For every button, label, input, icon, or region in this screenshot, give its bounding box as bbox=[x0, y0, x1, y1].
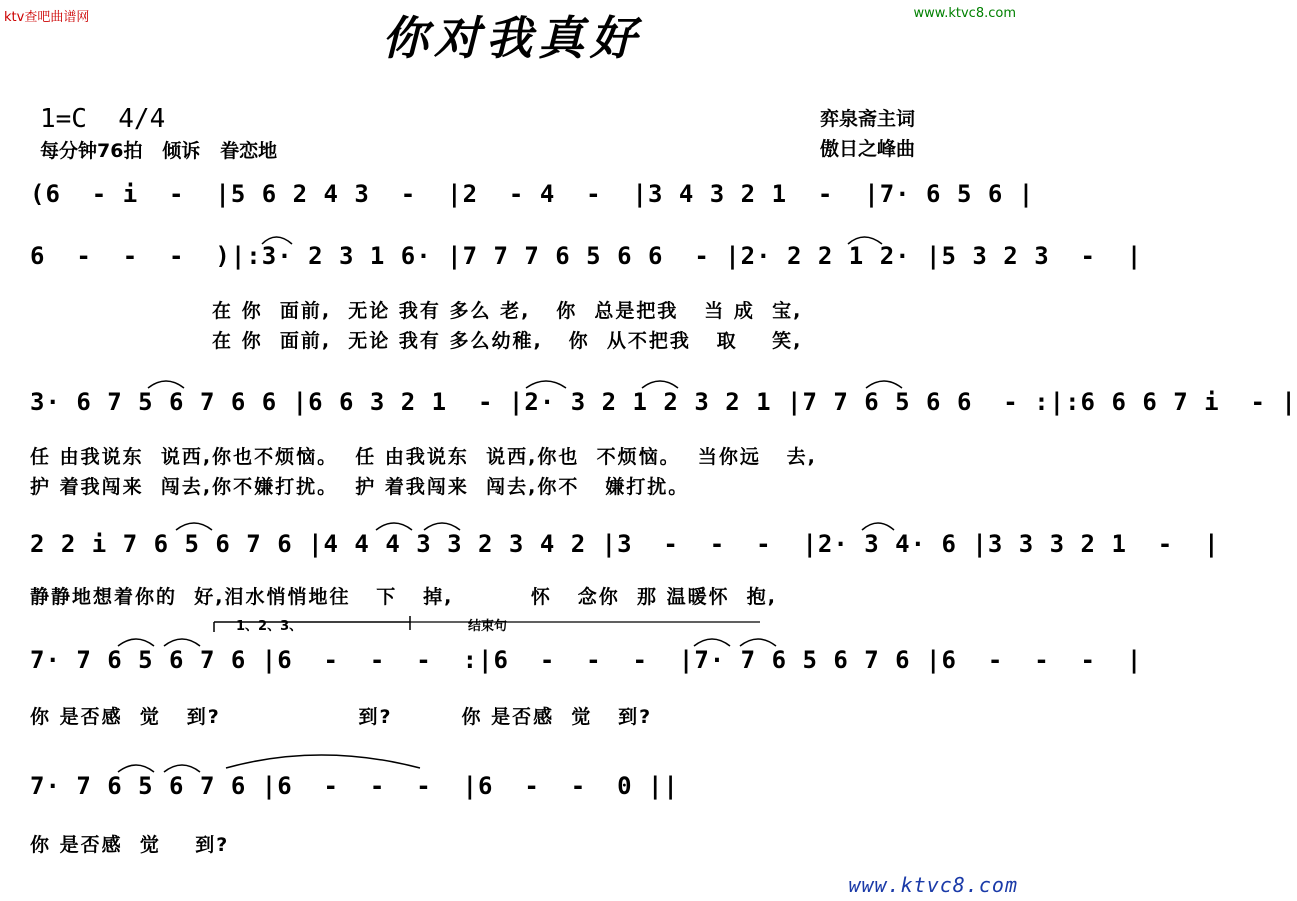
slur bbox=[642, 381, 678, 388]
site-name-left: ktv查吧曲谱网 bbox=[4, 10, 90, 25]
song-title: 你对我真好 bbox=[382, 11, 642, 65]
lyric-line-5: 你 是否感 觉 到? bbox=[30, 834, 230, 856]
score-line-5: 7· 7 6 5 6 7 6 |6 - - - :|6 - - - |7· 7 6 5 6 7 6 |6 - - - | bbox=[30, 646, 1143, 674]
score-line-4: 2 2 i 7 6 5 6 7 6 |4 4 4 3 3 2 3 4 2 |3 - - - |2· 3 4· 6 |3 3 3 2 1 - | bbox=[30, 530, 1220, 558]
score-line-2: 6 - - - )|:3· 2 3 1 6· |7 7 7 6 5 6 6 - |2· 2 2 1 2· |5 3 2 3 - | bbox=[30, 242, 1143, 270]
slur bbox=[118, 639, 154, 646]
slur bbox=[866, 381, 902, 388]
site-url-right: www.ktvc8.com bbox=[913, 6, 1016, 21]
slur bbox=[164, 765, 200, 772]
score-line-1: (6 - i - |5 6 2 4 3 - |2 - 4 - |3 4 3 2 1 - |7· 6 5 6 | bbox=[30, 180, 1035, 208]
lyric-line-3: 静静地想着你的 好,泪水悄悄地往 下 掉, 怀 念你 那 温暖怀 抱, bbox=[30, 586, 778, 608]
slur bbox=[848, 237, 882, 244]
lyric-line-4: 你 是否感 觉 到? 到? 你 是否感 觉 到? bbox=[30, 706, 653, 728]
slur bbox=[176, 523, 212, 530]
lyricist-credit: 弈泉斋主词 bbox=[820, 108, 916, 130]
slur bbox=[262, 237, 292, 244]
score-line-6: 7· 7 6 5 6 7 6 |6 - - - |6 - - 0 || bbox=[30, 772, 679, 800]
lyric-line-2b: 护 着我闯来 闯去,你不嫌打扰。 护 着我闯来 闯去,你不 嫌打扰。 bbox=[30, 476, 690, 498]
lyric-line-2a: 任 由我说东 说西,你也不烦恼。 任 由我说东 说西,你也 不烦恼。 当你远 去, bbox=[30, 446, 817, 468]
volta-ending-final: 结束句 bbox=[468, 619, 508, 634]
slur bbox=[148, 381, 184, 388]
slur bbox=[118, 765, 154, 772]
slur bbox=[740, 639, 776, 646]
slur bbox=[862, 523, 894, 530]
tempo-marking: 每分钟76拍 倾诉 眷恋地 bbox=[40, 140, 278, 162]
volta-ending-1: 1、2、3、 bbox=[236, 619, 303, 634]
watermark-logo: www.ktvc8.com bbox=[848, 873, 1018, 897]
slur bbox=[526, 381, 566, 388]
slur bbox=[164, 639, 200, 646]
lyric-line-1b: 在 你 面前, 无论 我有 多么幼稚, 你 从不把我 取 笑, bbox=[212, 330, 803, 352]
lyric-line-1a: 在 你 面前, 无论 我有 多么 老, 你 总是把我 当 成 宝, bbox=[212, 300, 803, 322]
score-line-3: 3· 6 7 5 6 7 6 6 |6 6 3 2 1 - |2· 3 2 1 2 3 2 1 |7 7 6 5 6 6 - :|:6 6 6 7 i - | bbox=[30, 388, 1297, 416]
key-signature: 1=C 4/4 bbox=[40, 104, 166, 134]
tie bbox=[226, 755, 420, 768]
slur bbox=[694, 639, 730, 646]
slur bbox=[424, 523, 460, 530]
composer-credit: 傲日之峰曲 bbox=[820, 138, 916, 160]
slur bbox=[376, 523, 412, 530]
